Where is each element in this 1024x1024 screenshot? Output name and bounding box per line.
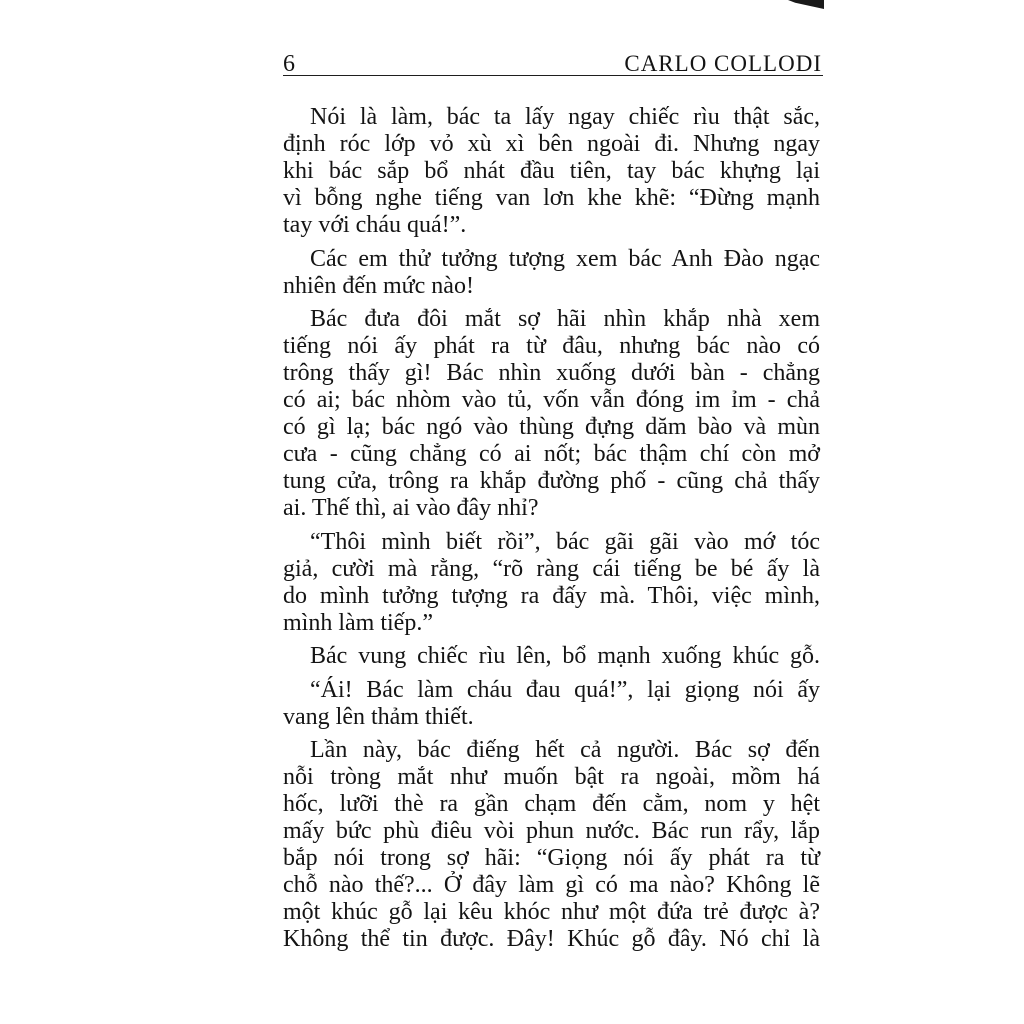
text-line: có gì lạ; bác ngó vào thùng đựng dăm bào và mùn <box>283 414 820 440</box>
page-number: 6 <box>283 51 295 77</box>
text-line: tung cửa, trông ra khắp đường phố - cũng chả thấy <box>283 468 820 494</box>
paragraph <box>283 643 820 670</box>
text-line: Không thể tin được. Đây! Khúc gỗ đây. Nó chỉ là <box>283 926 820 952</box>
text-line: mấy bức phù điêu vòi phun nước. Bác run rẩy, lắp <box>283 818 820 844</box>
text-line: tiếng nói ấy phát ra từ đâu, nhưng bác nào có <box>283 333 820 359</box>
text-line: một khúc gỗ lại kêu khóc như một đứa trẻ được à? <box>283 899 820 925</box>
text-line: giả, cười mà rằng, “rõ ràng cái tiếng be bé ấy là <box>283 555 820 582</box>
text-line: do mình tưởng tượng ra đấy mà. Thôi, việc mình, <box>283 582 820 609</box>
text-line: “Thôi mình biết rồi”, bác gãi gãi vào mớ tóc <box>310 528 820 555</box>
paragraph <box>283 529 820 637</box>
text-line: tay với cháu quá!”. <box>283 212 467 238</box>
text-line: định róc lớp vỏ xù xì bên ngoài đi. Nhưng ngay <box>283 131 820 157</box>
paragraph <box>283 246 820 300</box>
text-line: chỗ nào thế?... Ở đây làm gì có ma nào? Không lẽ <box>283 872 820 898</box>
text-line: trông thấy gì! Bác nhìn xuống dưới bàn - chẳng <box>283 360 820 386</box>
text-line: hốc, lưỡi thè ra gần chạm đến cằm, nom y hệt <box>283 791 820 817</box>
paragraph <box>283 104 820 239</box>
text-line: nỗi tròng mắt như muốn bật ra ngoài, mồm há <box>283 764 820 790</box>
paragraph <box>283 306 820 522</box>
text-line: mình làm tiếp.” <box>283 609 433 636</box>
text-line: Lần này, bác điếng hết cả người. Bác sợ đến <box>310 737 820 763</box>
text-line: vì bỗng nghe tiếng van lơn khe khẽ: “Đừng mạnh <box>283 185 820 211</box>
text-line: cưa - cũng chẳng có ai nốt; bác thậm chí còn mở <box>283 441 820 467</box>
text-line: Nói là làm, bác ta lấy ngay chiếc rìu thật sắc, <box>310 104 820 130</box>
paragraph <box>283 677 820 731</box>
paragraph <box>283 737 820 953</box>
body-text <box>283 104 820 953</box>
text-line: khi bác sắp bổ nhát đầu tiên, tay bác khựng lại <box>283 158 820 184</box>
text-line: Bác đưa đôi mắt sợ hãi nhìn khắp nhà xem <box>310 306 820 332</box>
text-line: “Ái! Bác làm cháu đau quá!”, lại giọng nói ấy <box>310 676 820 703</box>
text-line: Bác vung chiếc rìu lên, bổ mạnh xuống khúc gỗ. <box>310 643 820 669</box>
text-line: có ai; bác nhòm vào tủ, vốn vẫn đóng im ỉm - chả <box>283 387 820 413</box>
text-line: nhiên đến mức nào! <box>283 272 474 299</box>
text-line: Các em thử tưởng tượng xem bác Anh Đào ngạc <box>310 245 820 272</box>
scan-edge-shadow <box>788 0 824 9</box>
header-rule <box>283 75 823 76</box>
running-title: CARLO COLLODI <box>624 51 822 76</box>
text-line: ai. Thế thì, ai vào đây nhỉ? <box>283 495 539 521</box>
text-line: bắp nói trong sợ hãi: “Giọng nói ấy phát ra từ <box>283 845 820 871</box>
text-line: vang lên thảm thiết. <box>283 703 474 730</box>
